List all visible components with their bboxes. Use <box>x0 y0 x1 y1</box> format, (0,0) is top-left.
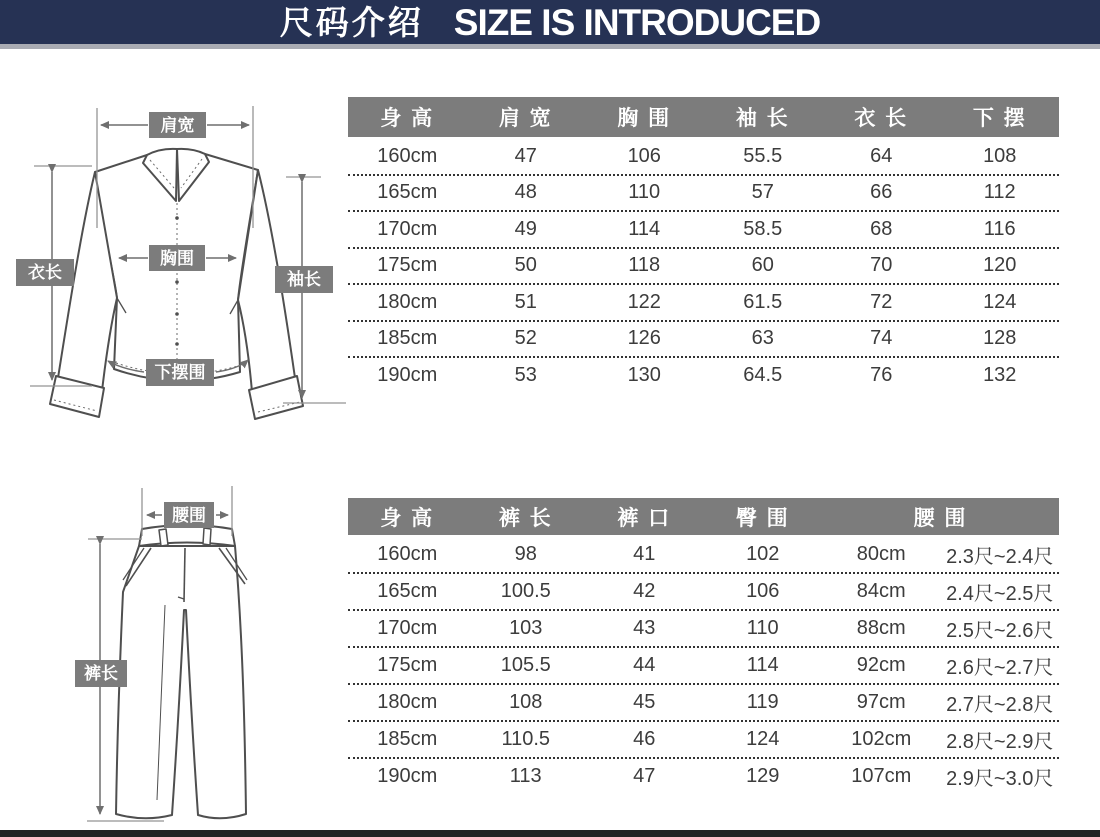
column-header: 下 摆 <box>972 107 1027 130</box>
table-cell: 165cm <box>377 580 438 602</box>
table-cell: 48 <box>514 181 537 204</box>
table-cell: 2.5尺~2.6尺 <box>946 620 1054 642</box>
table-cell: 57 <box>751 181 774 204</box>
pants-drawing <box>116 525 247 818</box>
page-title-chinese: 尺码介绍 <box>279 3 424 41</box>
shirt-table-header <box>348 97 1059 137</box>
table-row <box>348 176 1059 213</box>
table-cell: 175cm <box>377 254 438 277</box>
table-cell: 110 <box>746 617 779 639</box>
table-cell: 118 <box>628 254 661 277</box>
hem-label: 下摆围 <box>154 363 206 382</box>
table-cell: 2.8尺~2.9尺 <box>946 731 1054 753</box>
table-cell: 98 <box>514 543 537 565</box>
table-cell: 64 <box>870 144 893 167</box>
table-row <box>348 139 1059 176</box>
table-cell: 110 <box>628 181 661 204</box>
table-cell: 122 <box>627 290 661 313</box>
shirt-diagram <box>0 60 350 430</box>
table-cell: 132 <box>983 363 1017 386</box>
table-cell: 61.5 <box>743 290 783 313</box>
table-cell: 2.6尺~2.7尺 <box>946 657 1054 679</box>
table-cell: 53 <box>514 363 537 386</box>
table-cell: 68 <box>870 217 893 240</box>
garment-length-label: 衣长 <box>28 263 62 282</box>
table-row <box>348 685 1059 722</box>
table-cell: 66 <box>870 181 893 204</box>
table-cell: 74 <box>870 327 893 350</box>
column-header: 腰 围 <box>913 506 968 530</box>
table-cell: 100.5 <box>500 580 551 602</box>
chest-label: 胸围 <box>160 249 194 268</box>
pants-table-header <box>348 498 1059 535</box>
table-cell: 63 <box>751 327 774 350</box>
table-cell: 50 <box>514 254 537 277</box>
page-title-english: SIZE IS INTRODUCED <box>453 1 821 43</box>
table-cell: 80cm <box>856 543 906 565</box>
column-header: 肩 宽 <box>498 107 553 130</box>
table-cell: 92cm <box>856 654 906 676</box>
table-cell: 114 <box>746 654 779 676</box>
table-cell: 55.5 <box>743 144 783 167</box>
column-header: 胸 围 <box>617 107 672 130</box>
table-cell: 49 <box>514 217 537 240</box>
table-cell: 126 <box>627 327 661 350</box>
column-header: 身 高 <box>380 107 435 130</box>
table-cell: 165cm <box>377 181 438 204</box>
table-cell: 2.3尺~2.4尺 <box>946 546 1054 568</box>
table-cell: 44 <box>633 654 656 676</box>
table-row <box>348 722 1059 759</box>
table-cell: 102cm <box>851 728 912 750</box>
table-cell: 116 <box>983 217 1016 240</box>
title-bar <box>0 0 1100 49</box>
shoulder-width-label: 肩宽 <box>160 116 195 135</box>
table-cell: 160cm <box>377 144 438 167</box>
table-cell: 190cm <box>377 765 438 787</box>
table-row <box>348 759 1059 794</box>
table-cell: 185cm <box>377 728 438 750</box>
table-cell: 175cm <box>377 654 438 676</box>
table-cell: 51 <box>514 290 537 313</box>
table-cell: 103 <box>509 617 543 639</box>
sleeve-length-label: 袖长 <box>287 270 321 289</box>
table-cell: 47 <box>633 765 656 787</box>
table-cell: 114 <box>628 217 661 240</box>
table-cell: 41 <box>633 543 656 565</box>
table-cell: 180cm <box>377 290 438 313</box>
pants-length-label: 裤长 <box>84 664 118 683</box>
table-cell: 47 <box>514 144 537 167</box>
pants-size-table <box>348 498 1059 794</box>
table-cell: 112 <box>983 181 1016 204</box>
table-cell: 130 <box>627 363 661 386</box>
table-cell: 76 <box>870 363 893 386</box>
table-cell: 129 <box>746 765 780 787</box>
table-cell: 70 <box>870 254 893 277</box>
table-cell: 45 <box>633 691 656 713</box>
table-cell: 119 <box>746 691 779 713</box>
table-row <box>348 358 1059 393</box>
table-cell: 105.5 <box>500 654 551 676</box>
column-header: 裤 长 <box>498 506 553 530</box>
shirt-table-body <box>348 137 1059 393</box>
table-cell: 128 <box>983 327 1017 350</box>
table-cell: 124 <box>983 290 1017 313</box>
pants-diagram <box>60 470 350 835</box>
column-header: 裤 口 <box>617 506 672 530</box>
table-row <box>348 574 1059 611</box>
column-header: 身 高 <box>380 506 435 530</box>
table-cell: 190cm <box>377 363 438 386</box>
table-cell: 107cm <box>851 765 912 787</box>
table-cell: 72 <box>870 290 893 313</box>
table-cell: 52 <box>514 327 537 350</box>
table-cell: 64.5 <box>743 363 783 386</box>
table-cell: 2.7尺~2.8尺 <box>946 694 1054 716</box>
table-row <box>348 249 1059 286</box>
table-row <box>348 648 1059 685</box>
table-cell: 170cm <box>377 617 438 639</box>
pants-table-body <box>348 535 1059 794</box>
table-cell: 120 <box>983 254 1017 277</box>
table-cell: 2.9尺~3.0尺 <box>946 768 1054 790</box>
table-cell: 185cm <box>377 327 438 350</box>
column-header: 袖 长 <box>735 107 790 130</box>
table-cell: 43 <box>633 617 656 639</box>
table-cell: 108 <box>983 144 1017 167</box>
table-cell: 106 <box>627 144 661 167</box>
table-cell: 160cm <box>377 543 438 565</box>
table-cell: 108 <box>509 691 543 713</box>
table-row <box>348 611 1059 648</box>
table-row <box>348 322 1059 359</box>
bottom-divider-bar <box>0 830 1100 837</box>
table-row <box>348 285 1059 322</box>
table-cell: 102 <box>746 543 780 565</box>
table-cell: 58.5 <box>743 217 783 240</box>
table-cell: 113 <box>509 765 542 787</box>
table-row <box>348 212 1059 249</box>
table-cell: 2.4尺~2.5尺 <box>946 583 1054 605</box>
table-cell: 60 <box>751 254 774 277</box>
column-header: 衣 长 <box>854 107 909 130</box>
table-cell: 46 <box>633 728 656 750</box>
table-cell: 180cm <box>377 691 438 713</box>
table-cell: 88cm <box>856 617 906 639</box>
table-cell: 124 <box>746 728 780 750</box>
waist-label: 腰围 <box>172 506 206 525</box>
table-cell: 84cm <box>856 580 906 602</box>
column-header: 臀 围 <box>735 506 790 530</box>
table-cell: 97cm <box>856 691 906 713</box>
shirt-size-table <box>348 97 1059 393</box>
table-cell: 110.5 <box>501 728 551 750</box>
table-row <box>348 537 1059 574</box>
table-cell: 170cm <box>377 217 438 240</box>
table-cell: 42 <box>633 580 656 602</box>
table-cell: 106 <box>746 580 780 602</box>
